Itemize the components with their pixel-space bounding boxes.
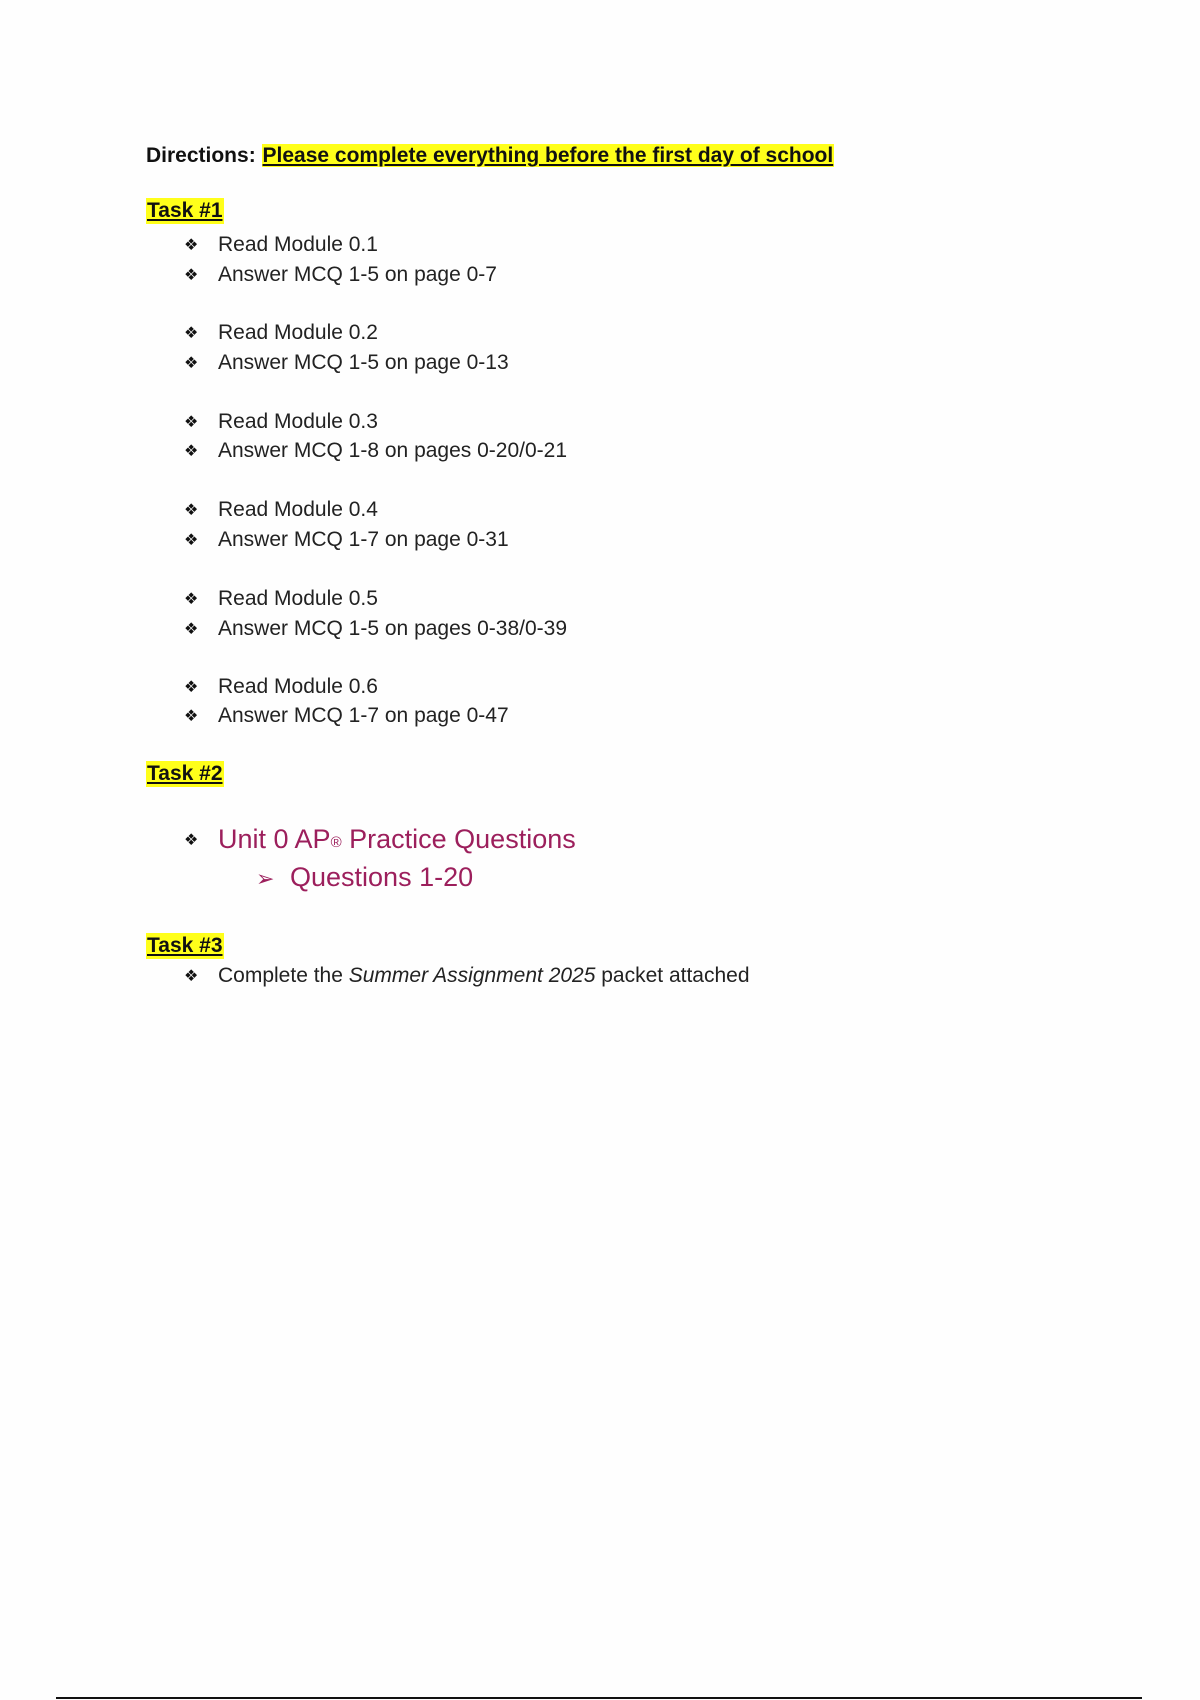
task-1-item: [184, 350, 509, 377]
task-1-item-text: Answer MCQ 1-5 on page 0-13: [218, 351, 509, 374]
diamond-bullet-icon: ❖: [184, 532, 199, 549]
task-1-item: [184, 674, 378, 701]
diamond-bullet-icon: ❖: [184, 502, 199, 519]
task-1-item: [184, 616, 567, 643]
task-3-item-suffix: packet attached: [595, 964, 750, 987]
diamond-bullet-icon: ❖: [184, 591, 199, 608]
diamond-bullet-icon: ❖: [184, 708, 199, 725]
practice-questions-range: Questions 1-20: [290, 862, 474, 892]
task-1-item-text: Answer MCQ 1-7 on page 0-31: [218, 528, 509, 551]
diamond-bullet-icon: ❖: [184, 832, 199, 849]
task-1-item: [184, 438, 567, 465]
task-1-item-text: Answer MCQ 1-7 on page 0-47: [218, 704, 509, 727]
task-2-heading: Task #2: [147, 762, 223, 785]
diamond-bullet-icon: ❖: [184, 267, 199, 284]
directions-label: Directions:: [146, 144, 256, 167]
task-3-item: [184, 963, 750, 990]
task-1-item: [184, 232, 378, 259]
task-1-item: [184, 409, 378, 436]
practice-questions-prefix: Unit 0 AP: [218, 824, 331, 854]
task-1-item-text: Read Module 0.5: [218, 587, 378, 610]
task-1-item: [184, 497, 378, 524]
arrow-bullet-icon: ➢: [256, 866, 275, 891]
diamond-bullet-icon: ❖: [184, 443, 199, 460]
task-1-heading: Task #1: [147, 199, 223, 222]
diamond-bullet-icon: ❖: [184, 355, 199, 372]
task-1-item-text: Read Module 0.3: [218, 410, 378, 433]
registered-symbol: ®: [330, 834, 342, 851]
task-3-item-italic: Summer Assignment 2025: [348, 964, 596, 987]
diamond-bullet-icon: ❖: [184, 237, 199, 254]
task-1-item: [184, 262, 497, 289]
practice-questions-subitem[interactable]: [256, 860, 473, 896]
diamond-bullet-icon: ❖: [184, 414, 199, 431]
task-1-item-text: Answer MCQ 1-5 on pages 0-38/0-39: [218, 617, 568, 640]
diamond-bullet-icon: ❖: [184, 679, 199, 696]
task-1-item: [184, 586, 378, 613]
directions-text: Please complete everything before the first day of school: [262, 144, 834, 167]
task-1-item-text: Read Module 0.6: [218, 675, 378, 698]
task-1-item-text: Answer MCQ 1-8 on pages 0-20/0-21: [218, 439, 568, 462]
practice-questions-suffix: Practice Questions: [341, 824, 576, 854]
task-3-heading: Task #3: [147, 934, 223, 957]
task-1-item-text: Answer MCQ 1-5 on page 0-7: [218, 263, 497, 286]
diamond-bullet-icon: ❖: [184, 621, 199, 638]
task-1-item-text: Read Module 0.2: [218, 321, 378, 344]
footer-divider: [56, 1697, 1142, 1699]
task-1-item: [184, 703, 509, 730]
practice-questions-item[interactable]: [184, 822, 576, 860]
diamond-bullet-icon: ❖: [184, 325, 199, 342]
task-1-item-text: Read Module 0.4: [218, 498, 378, 521]
directions-line: [146, 144, 834, 168]
diamond-bullet-icon: ❖: [184, 968, 199, 985]
task-1-item: [184, 320, 378, 347]
task-3-item-prefix: Complete the: [218, 964, 349, 987]
task-1-item-text: Read Module 0.1: [218, 233, 378, 256]
task-1-item: [184, 527, 509, 554]
